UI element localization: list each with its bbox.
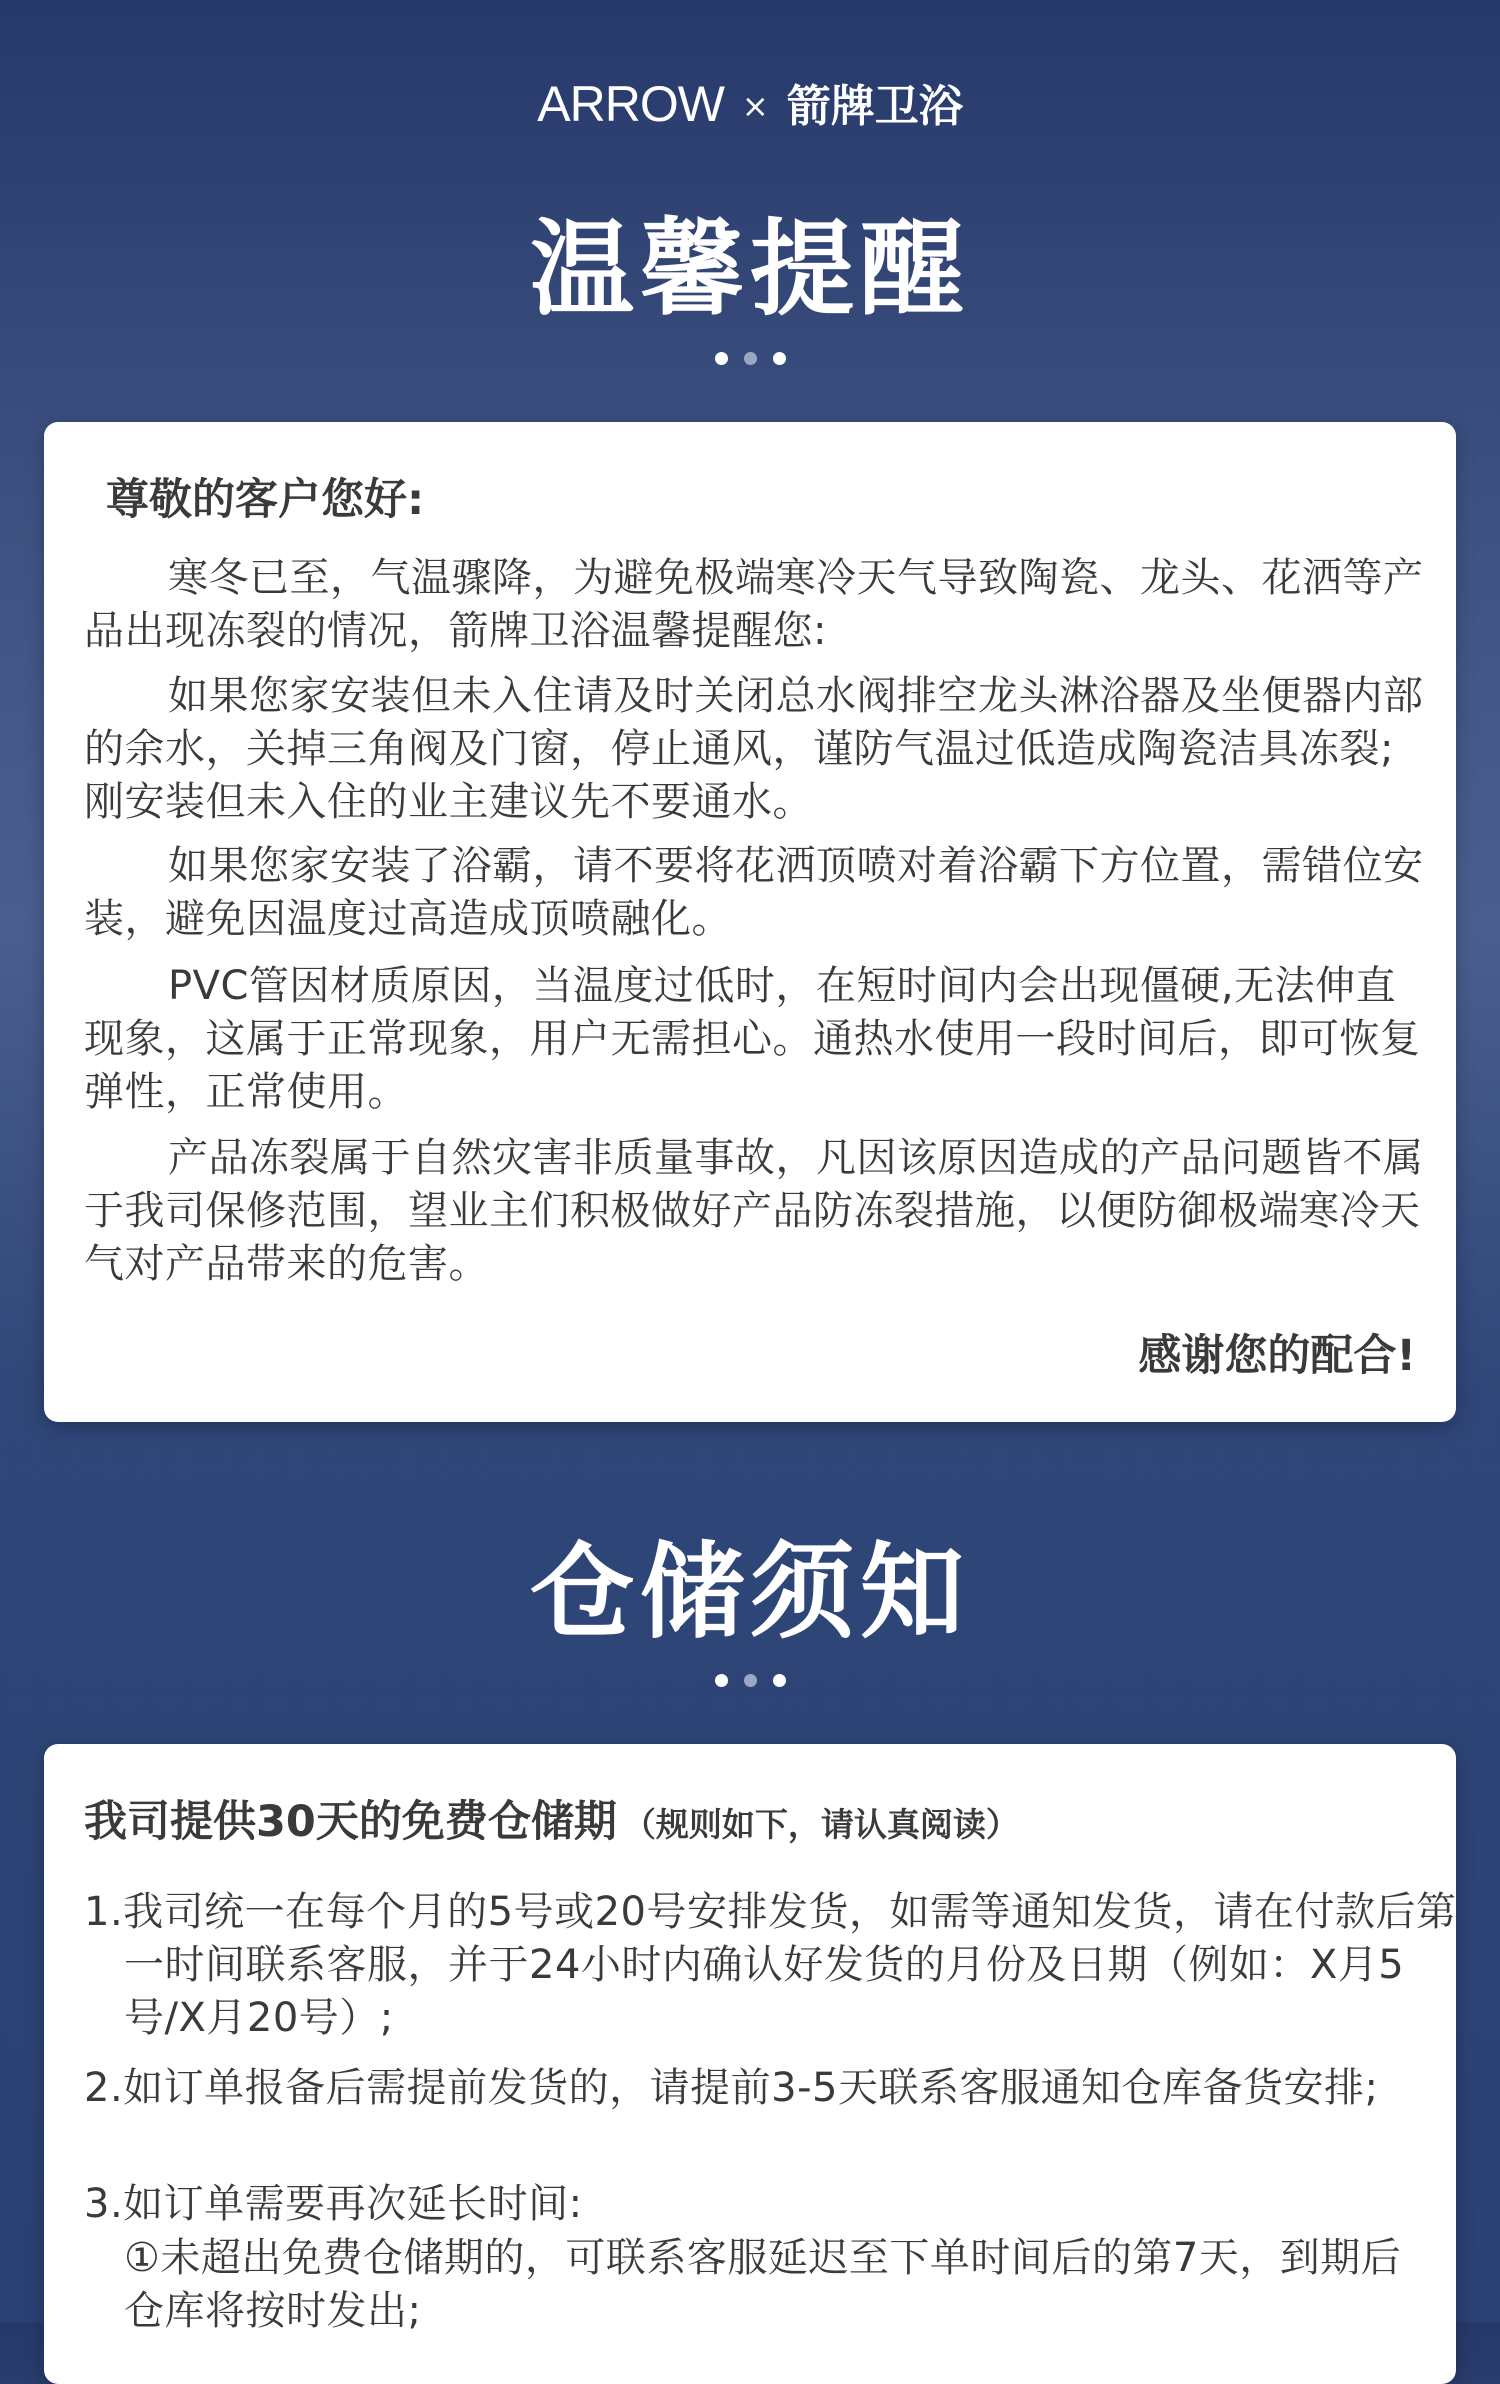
storage-card (44, 1744, 1456, 2384)
reminder-title: 温馨提醒 (529, 208, 970, 330)
dot-icon (715, 352, 728, 365)
dot-icon (744, 1674, 757, 1687)
reminder-paragraph: 如果您家安装了浴霸，请不要将花洒顶喷对着浴霸下方位置，需错位安装，避免因温度过高造成顶喷融化。 (84, 843, 1424, 942)
storage-lead-note: （规则如下，请认真阅读） (622, 1805, 1019, 1844)
storage-lead (84, 1788, 1019, 1849)
brand-logo-chinese: 箭牌卫浴 (786, 81, 963, 132)
reminder-paragraph: 寒冬已至，气温骤降，为避免极端寒冷天气导致陶瓷、龙头、花洒等产品出现冻裂的情况，箭牌卫浴温馨提醒您: (84, 555, 1424, 654)
brand-times-symbol: × (741, 87, 769, 125)
storage-rule: 2.如订单报备后需提前发货的，请提前3-5天联系客服通知仓库备货安排; (84, 2065, 1379, 2111)
storage-sub-rule: ①未超出免费仓储期的，可联系客服延迟至下单时间后的第7天，到期后仓库将按时发出; (124, 2235, 1402, 2334)
storage-dots (0, 1672, 1500, 1686)
dot-icon (744, 352, 757, 365)
greeting: 尊敬的客户您好: (106, 475, 425, 525)
storage-lead-text: 我司提供30天的免费仓储期 (84, 1797, 617, 1847)
dot-icon (715, 1674, 728, 1687)
brand-header (0, 70, 1500, 134)
reminder-paragraph: PVC管因材质原因，当温度过低时，在短时间内会出现僵硬,无法伸直现象，这属于正常现象，用户无需担心。通热水使用一段时间后，即可恢复弹性，正常使用。 (84, 963, 1421, 1115)
thanks-note: 感谢您的配合! (1138, 1331, 1416, 1381)
storage-rule: 3.如订单需要再次延长时间: (84, 2181, 583, 2227)
storage-title: 仓储须知 (529, 1531, 970, 1653)
reminder-card (44, 422, 1456, 1422)
dot-icon (773, 352, 786, 365)
brand-logo-latin: ARROW (537, 76, 724, 132)
storage-rule: 1.我司统一在每个月的5号或20号安排发货，如需等通知发货，请在付款后第一时间联系客服，并于24小时内确认好发货的月份及日期（例如：X月5号/X月20号）; (84, 1889, 1457, 2041)
dot-icon (773, 1674, 786, 1687)
reminder-paragraph: 产品冻裂属于自然灾害非质量事故，凡因该原因造成的产品问题皆不属于我司保修范围，望业主们积极做好产品防冻裂措施，以便防御极端寒冷天气对产品带来的危害。 (84, 1135, 1424, 1287)
reminder-paragraph: 如果您家安装但未入住请及时关闭总水阀排空龙头淋浴器及坐便器内部的余水，关掉三角阀及门窗，停止通风，谨防气温过低造成陶瓷洁具冻裂;刚安装但未入住的业主建议先不要通水。 (84, 673, 1424, 825)
reminder-dots (0, 350, 1500, 364)
